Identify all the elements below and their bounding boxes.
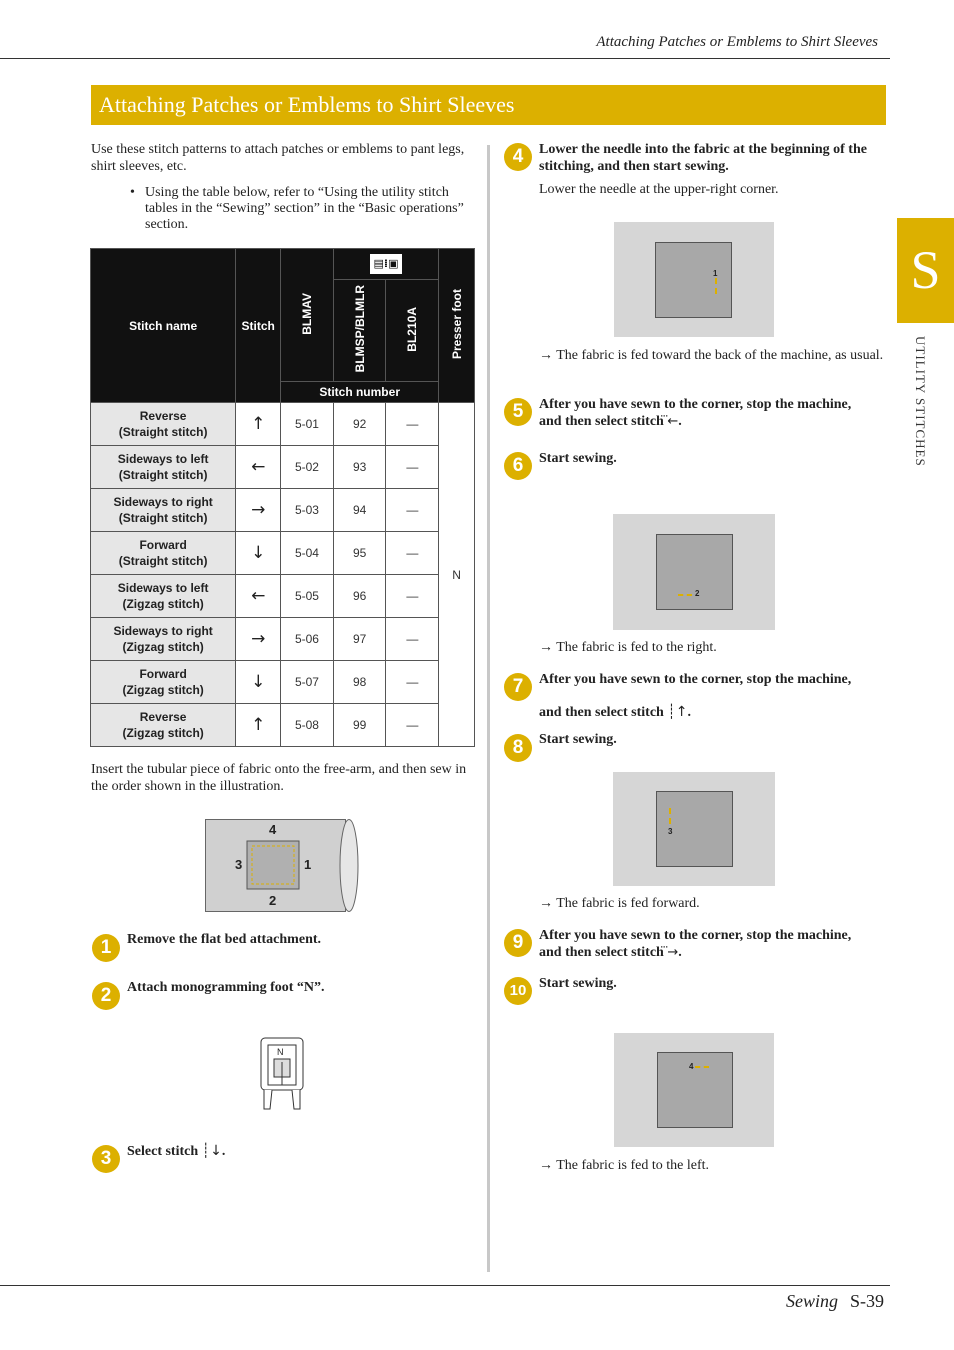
step-7-text: After you have sewn to the corner, stop the machine, and then select stitch ┊↑. <box>539 671 884 721</box>
step-3-text: Select stitch ┊↓. <box>127 1143 226 1159</box>
column-divider <box>487 145 490 1272</box>
presser-foot-illustration <box>260 1037 306 1113</box>
tube-label-top: 4 <box>269 822 277 837</box>
stitch-icon-cell: ↑ <box>236 704 281 747</box>
bl210a-number-cell: — <box>386 446 439 489</box>
result-4: → The fabric is fed toward the back of the machine, as usual. <box>539 348 884 363</box>
insert-text: Insert the tubular piece of fabric onto the free-arm, and then sew in the order shown in the illustration. <box>91 762 467 794</box>
blmav-number-cell: 5-04 <box>281 532 334 575</box>
stitch-icon-cell: ← <box>236 446 281 489</box>
stitch-icon-cell: ↑ <box>236 403 281 446</box>
result-6: → The fabric is fed to the right. <box>539 640 717 655</box>
intro-text: Use these stitch patterns to attach patches or emblems to pant legs, shirt sleeves, etc. <box>91 142 465 174</box>
blmsp-number-cell: 96 <box>333 575 386 618</box>
step-7-line-b: and then select stitch <box>539 705 664 720</box>
th-blmav: BLMAV <box>281 249 334 382</box>
blmav-number-cell: 5-05 <box>281 575 334 618</box>
stitch-icon-cell: ↓ <box>236 532 281 575</box>
bl210a-number-cell: — <box>386 489 439 532</box>
blmsp-number-cell: 99 <box>333 704 386 747</box>
section-banner: Attaching Patches or Emblems to Shirt Sleeves <box>91 85 886 125</box>
side-tab-label: UTILITY STITCHES <box>913 336 928 467</box>
bl210a-number-cell: — <box>386 618 439 661</box>
intro-bullet-text: Using the table below, refer to “Using the utility stitch tables in the “Sewing” section” in the “Basic operations” section. <box>145 185 464 232</box>
th-stitch-name: Stitch name <box>91 249 236 403</box>
step-7-number: 7 <box>504 673 532 701</box>
step-6-text: Start sewing. <box>539 451 617 466</box>
bl210a-number-cell: — <box>386 704 439 747</box>
blmav-number-cell: 5-08 <box>281 704 334 747</box>
th-bl210a: BL210A <box>386 280 439 382</box>
sideways-right-stitch-icon: ⃛→ <box>667 945 679 960</box>
side-tab: S <box>897 218 954 323</box>
blmsp-number-cell: 98 <box>333 661 386 704</box>
step-4-text: Lower the needle into the fabric at the beginning of the stitching, and then start sewing. <box>539 142 867 174</box>
fabric-illustration-3 <box>613 772 775 886</box>
stitch-name-cell: Sideways to right (Straight stitch) <box>91 489 236 532</box>
intro-bullet: • Using the table below, refer to “Using the utility stitch tables in the “Sewing” section” in the “Basic operations” section. <box>130 185 464 232</box>
step-6-number: 6 <box>504 452 532 480</box>
step-3-label: Select stitch <box>127 1144 199 1159</box>
result-8: → The fabric is fed forward. <box>539 896 700 911</box>
table-row <box>91 446 475 489</box>
fabric-illustration-2 <box>613 514 775 630</box>
th-blmsp: BLMSP/BLMLR <box>333 280 386 382</box>
table-row <box>91 661 475 704</box>
step-5-line-a: After you have sewn to the corner, stop the machine, <box>539 397 852 412</box>
step-9-line-b: and then select stitch <box>539 945 664 960</box>
step-2-number: 2 <box>92 982 120 1010</box>
step-5-number: 5 <box>504 398 532 426</box>
stitch-icon-cell: ↓ <box>236 661 281 704</box>
tube-illustration <box>205 819 359 912</box>
stitch-icon-cell: ← <box>236 575 281 618</box>
header-rule <box>0 58 890 59</box>
footer-section: Sewing <box>785 1291 838 1311</box>
table-row <box>91 532 475 575</box>
th-presser-foot: Presser foot <box>439 249 475 403</box>
step-3-number: 3 <box>92 1145 120 1173</box>
stitch-name-cell: Sideways to left (Straight stitch) <box>91 446 236 489</box>
bl210a-number-cell: — <box>386 661 439 704</box>
stitch-name-cell: Forward (Zigzag stitch) <box>91 661 236 704</box>
result-10: → The fabric is fed to the left. <box>539 1158 710 1173</box>
step-2-text: Attach monogramming foot “N”. <box>127 980 325 995</box>
blmav-number-cell: 5-01 <box>281 403 334 446</box>
stitch-name-cell: Reverse (Straight stitch) <box>91 403 236 446</box>
presser-foot-cell: N <box>439 403 475 747</box>
bl210a-number-cell: — <box>386 403 439 446</box>
bl210a-number-cell: — <box>386 532 439 575</box>
step-10-number: 10 <box>504 977 532 1005</box>
step-8-text: Start sewing. <box>539 732 617 747</box>
table-row <box>91 704 475 747</box>
sewing-card-icon: ▤⁞▣ <box>370 254 403 274</box>
step-5-text: After you have sewn to the corner, stop the machine, and then select stitch ⃛←. <box>539 396 884 430</box>
step-4-sub: Lower the needle at the upper-right corner. <box>539 182 779 197</box>
forward-straight-stitch-icon: ┊↓ <box>201 1143 222 1159</box>
step-1-text: Remove the flat bed attachment. <box>127 932 322 947</box>
step-9-text: After you have sewn to the corner, stop the machine, and then select stitch ⃛→. <box>539 927 884 961</box>
step-7-line-a: After you have sewn to the corner, stop the machine, <box>539 672 852 687</box>
step-8-number: 8 <box>504 734 532 762</box>
fabric-illustration-1 <box>614 222 774 337</box>
running-title: Attaching Patches or Emblems to Shirt Sleeves <box>596 34 878 50</box>
th-machine-icon <box>333 249 438 280</box>
stitch-table <box>90 248 475 747</box>
step-9-number: 9 <box>504 929 532 957</box>
stitch-icon-cell: → <box>236 489 281 532</box>
reverse-straight-stitch-icon: ┊↑ <box>667 704 688 720</box>
blmav-number-cell: 5-03 <box>281 489 334 532</box>
blmsp-number-cell: 92 <box>333 403 386 446</box>
fabric-illustration-4 <box>614 1033 774 1147</box>
stitch-name-cell: Forward (Straight stitch) <box>91 532 236 575</box>
step-9-line-a: After you have sewn to the corner, stop the machine, <box>539 928 852 943</box>
blmsp-number-cell: 93 <box>333 446 386 489</box>
blmav-number-cell: 5-07 <box>281 661 334 704</box>
th-stitch: Stitch <box>236 249 281 403</box>
stitch-name-cell: Reverse (Zigzag stitch) <box>91 704 236 747</box>
step-1-number: 1 <box>92 934 120 962</box>
tube-label-right: 1 <box>304 857 312 872</box>
step-10-text: Start sewing. <box>539 976 617 991</box>
page-footer <box>786 1291 884 1312</box>
fabric-mark-1: 1 <box>713 269 718 278</box>
stitch-name-cell: Sideways to left (Zigzag stitch) <box>91 575 236 618</box>
table-row <box>91 489 475 532</box>
blmsp-number-cell: 94 <box>333 489 386 532</box>
stitch-icon-cell: → <box>236 618 281 661</box>
tube-label-bottom: 2 <box>269 893 277 908</box>
step-4-number: 4 <box>504 143 532 171</box>
blmsp-number-cell: 97 <box>333 618 386 661</box>
table-row <box>91 403 475 446</box>
th-stitch-number: Stitch number <box>281 382 439 403</box>
footer-rule <box>0 1285 890 1286</box>
table-row <box>91 575 475 618</box>
fabric-mark-4: 4 <box>689 1062 694 1071</box>
table-row <box>91 618 475 661</box>
blmav-number-cell: 5-06 <box>281 618 334 661</box>
fabric-mark-3: 3 <box>668 827 673 836</box>
blmsp-number-cell: 95 <box>333 532 386 575</box>
stitch-name-cell: Sideways to right (Zigzag stitch) <box>91 618 236 661</box>
tube-label-left: 3 <box>235 857 243 872</box>
footer-page: S-39 <box>849 1291 884 1311</box>
sideways-left-stitch-icon: ⃛← <box>667 414 679 429</box>
bl210a-number-cell: — <box>386 575 439 618</box>
blmav-number-cell: 5-02 <box>281 446 334 489</box>
fabric-mark-2: 2 <box>695 589 700 598</box>
step-5-line-b: and then select stitch <box>539 414 664 429</box>
foot-label: N <box>277 1047 284 1057</box>
